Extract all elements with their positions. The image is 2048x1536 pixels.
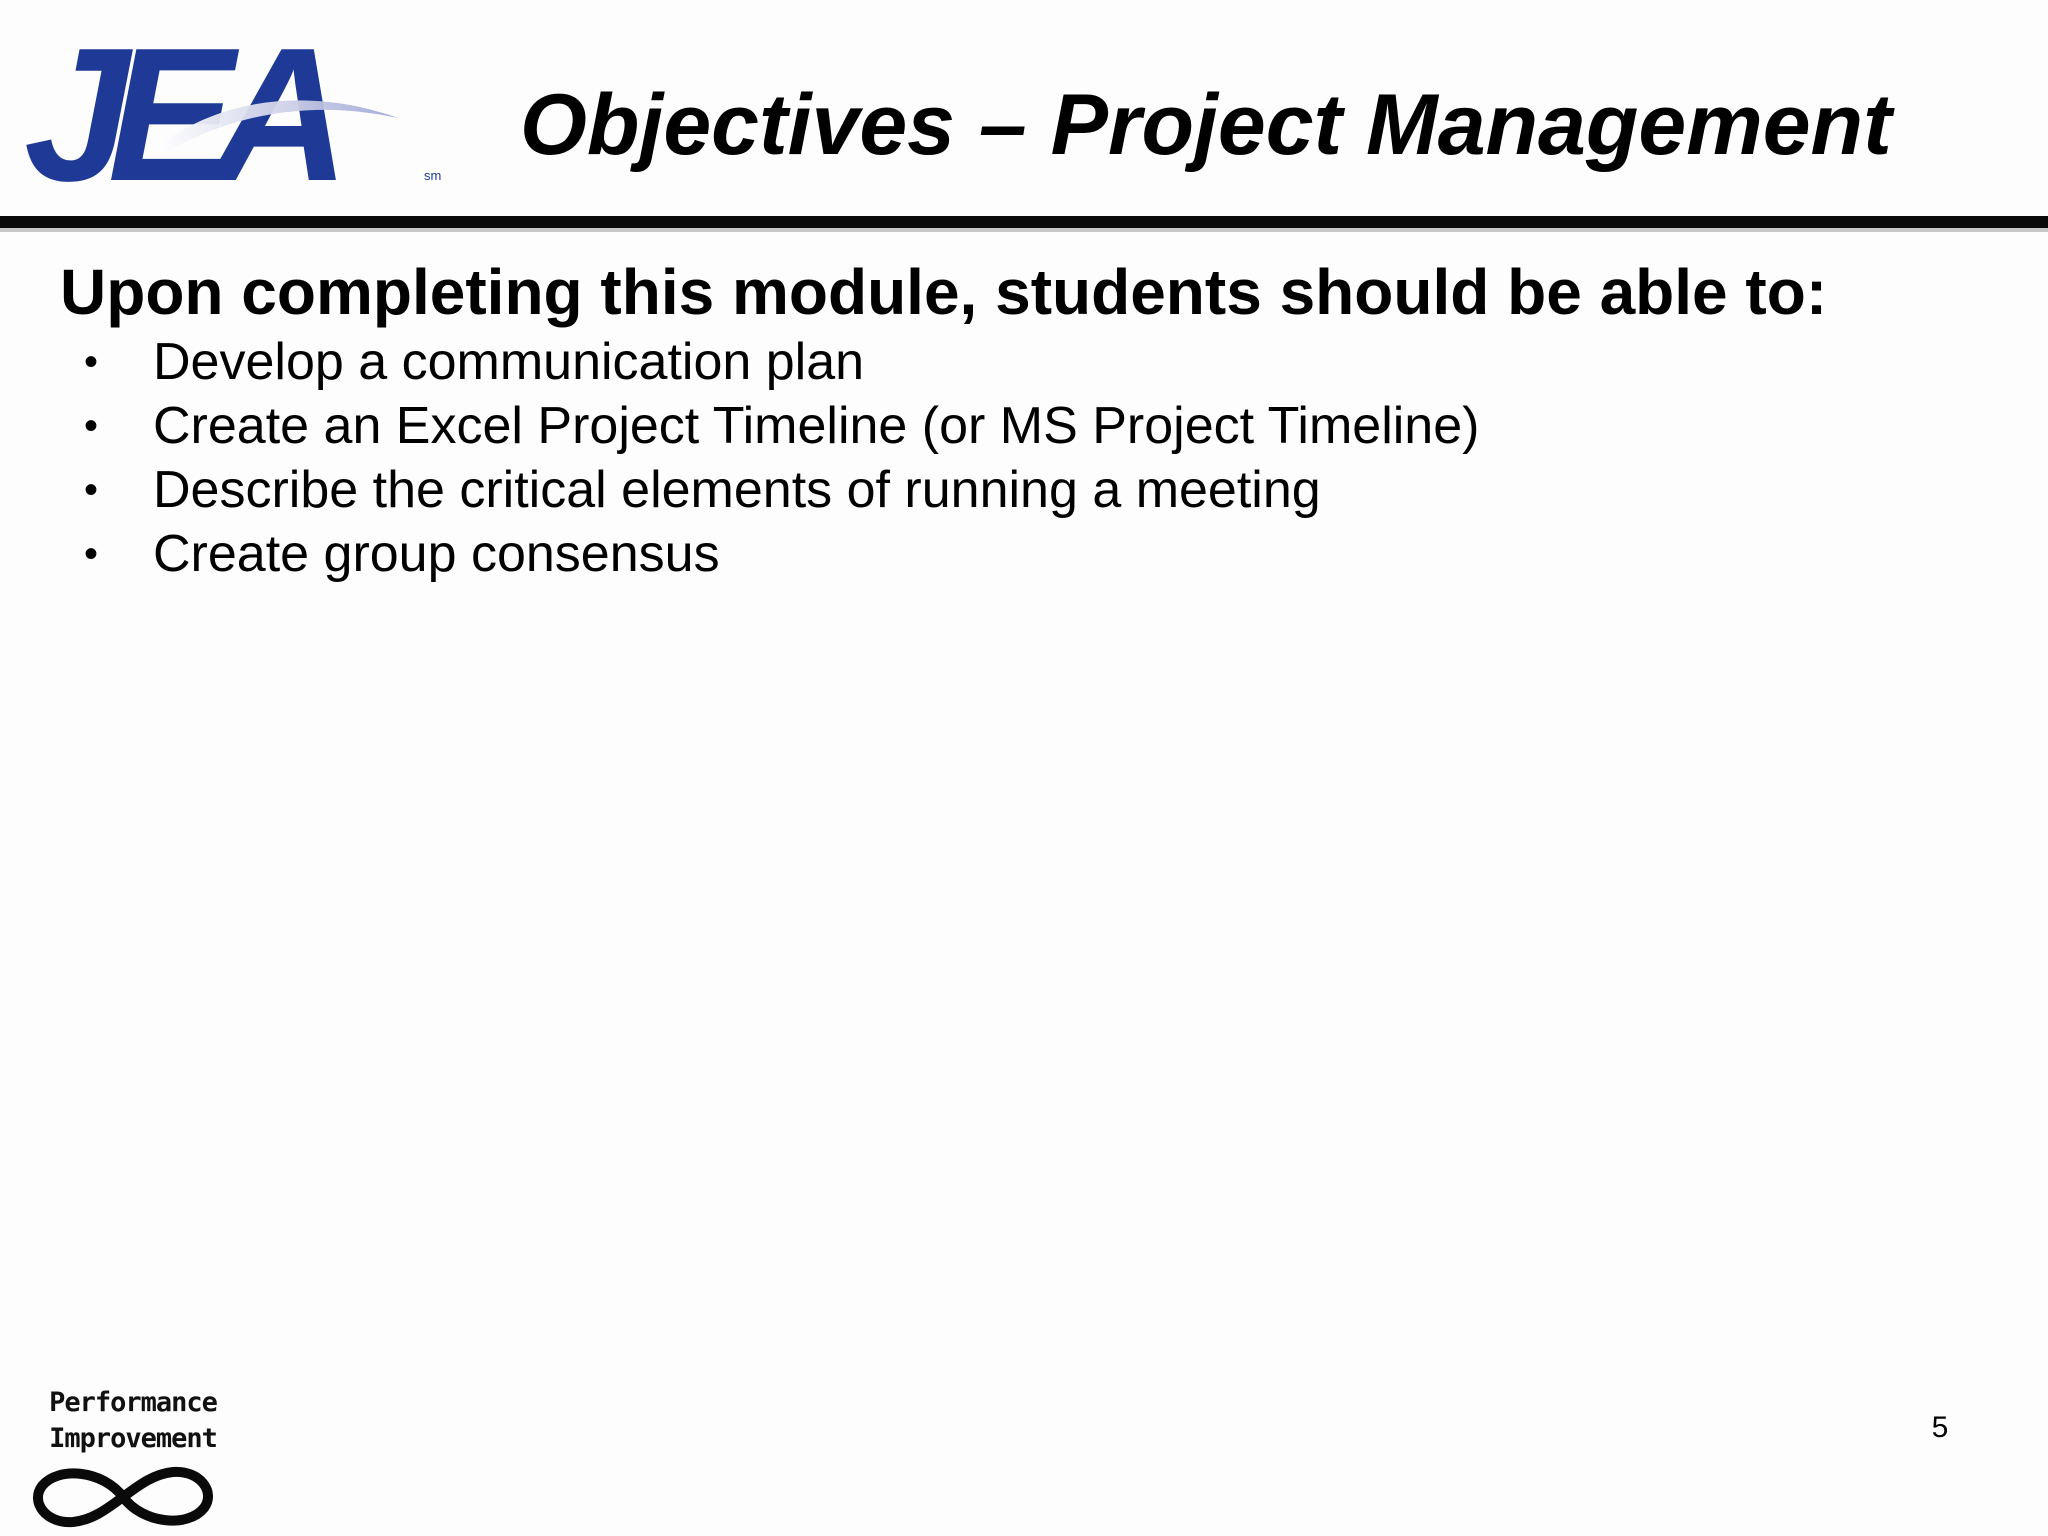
slide-title: Objectives – Project Management (520, 77, 1892, 173)
logo-text: JEA (24, 30, 328, 200)
infinity-icon (28, 1462, 218, 1532)
bullet-icon: • (84, 340, 99, 384)
list-item-text: Create group consensus (153, 525, 720, 583)
jea-logo (6, 30, 466, 200)
list-item-text: Develop a communication plan (153, 333, 865, 391)
performance-improvement-logo (28, 1386, 218, 1526)
bullet-icon: • (84, 468, 99, 512)
intro-text: Upon completing this module, students should be able to: (60, 256, 1828, 328)
footer-logo-line1: Performance (49, 1387, 217, 1418)
list-item-text: Describe the critical elements of running a meeting (153, 461, 1321, 519)
title-divider-shadow (0, 228, 2048, 232)
footer-logo-line2: Improvement (49, 1423, 217, 1454)
logo-mark: sm (424, 168, 442, 183)
bullet-icon: • (84, 404, 99, 448)
page-number: 5 (1931, 1411, 1949, 1444)
list-item-text: Create an Excel Project Timeline (or MS Project Timeline) (153, 397, 1480, 455)
bullet-icon: • (84, 532, 99, 576)
title-divider (0, 216, 2048, 228)
